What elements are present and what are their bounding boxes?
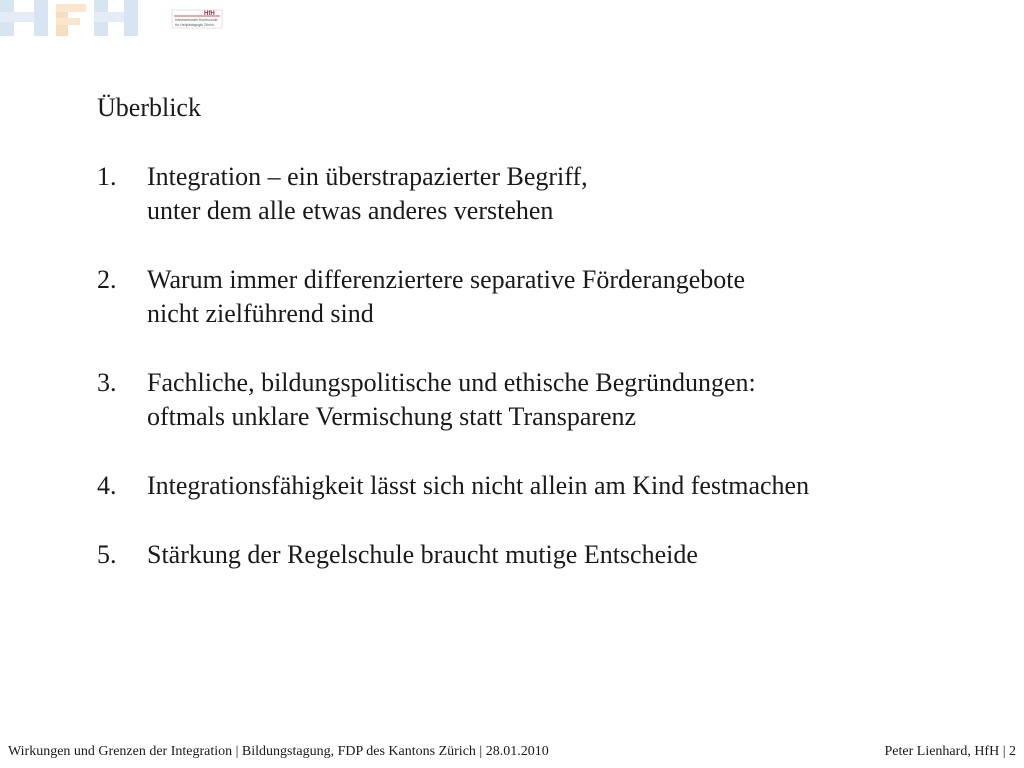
svg-text:HfH: HfH	[204, 11, 215, 17]
list-line: Stärkung der Regelschule braucht mutige Entscheide	[147, 540, 698, 569]
list-number: 4.	[97, 471, 117, 500]
list-text	[147, 366, 977, 434]
list-number: 3.	[97, 368, 117, 397]
footer-author-page: Peter Lienhard, HfH | 2	[884, 744, 1016, 759]
list-text	[147, 469, 977, 503]
list-line: Warum immer differenziertere separative Förderangebote	[147, 265, 746, 294]
slide-title: Überblick	[97, 93, 201, 122]
hfh-logo-icon	[0, 0, 230, 40]
list-line: nicht zielführend sind	[147, 299, 374, 328]
agenda-list	[97, 160, 977, 607]
list-text	[147, 160, 977, 228]
list-text	[147, 538, 977, 572]
list-line: oftmals unklare Vermischung statt Transparenz	[147, 402, 637, 431]
list-text	[147, 263, 977, 331]
list-item	[97, 160, 977, 228]
footer-presentation-info: Wirkungen und Grenzen der Integration | Bildungstagung, FDP des Kantons Zürich | 28.01.2010	[8, 744, 549, 759]
list-item	[97, 366, 977, 434]
svg-text:für Heilpädagogik Zürich: für Heilpädagogik Zürich	[175, 23, 214, 27]
list-item	[97, 469, 977, 503]
list-line: Integrationsfähigkeit lässt sich nicht allein am Kind festmachen	[147, 471, 810, 500]
slide-footer	[8, 742, 1016, 762]
list-number: 5.	[97, 540, 117, 569]
hfh-logo	[0, 0, 230, 40]
list-line: unter dem alle etwas anderes verstehen	[147, 196, 554, 225]
list-line: Fachliche, bildungspolitische und ethische Begründungen:	[147, 368, 756, 397]
list-number: 2.	[97, 265, 117, 294]
list-line: Integration – ein überstrapazierter Begriff,	[147, 162, 588, 191]
list-item	[97, 263, 977, 331]
list-number: 1.	[97, 162, 117, 191]
list-item	[97, 538, 977, 572]
svg-text:Interkantonale Hochschule: Interkantonale Hochschule	[175, 18, 218, 22]
